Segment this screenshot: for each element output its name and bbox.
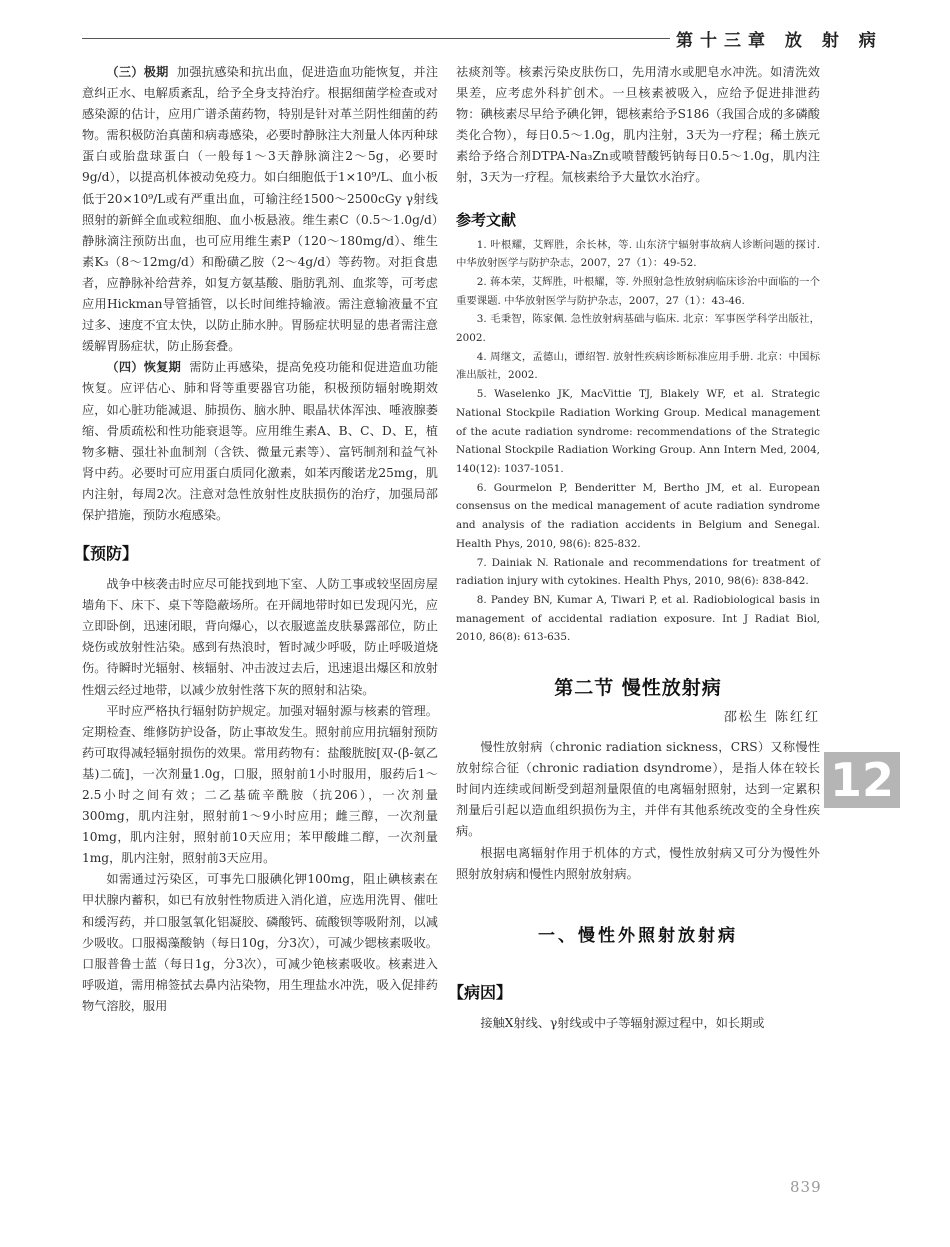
reference-item: 3. 毛秉智，陈家佩. 急性放射病基础与临床. 北京：军事医学科学出版社，2002.	[456, 313, 820, 345]
extreme-phase-paragraph	[82, 62, 438, 357]
subsection-title: 一、慢性外照射放射病	[538, 925, 738, 946]
section-title: 第二节 慢性放射病	[554, 677, 722, 700]
prevention-paragraph: 如需通过污染区，可事先口服碘化钾100mg，阻止碘核素在甲状腺内蓄积，如已有放射性物质进入消化道，应选用洗胃、催吐和缓泻药，并口服氢氧化铝凝胶、磷酸钙、硫酸钡等吸附剂，以减少吸收。口服褐藻酸钠（每日10g，分3次），可减少锶核素吸收。口服普鲁士蓝（每日1g，分3次），可减少铯核素吸收。核素进入呼吸道，需用棉签拭去鼻内沾染物，用生理盐水冲洗，吸入促排药物气溶胶，服用	[82, 872, 438, 1013]
etiology-paragraph: 接触X射线、γ射线或中子等辐射源过程中，如长期或	[480, 1015, 765, 1030]
intro-paragraph: 慢性放射病（chronic radiation sickness，CRS）又称慢性放射综合征（chronic radiation dsyndrome），是指人体在较长时间内连续或间断受到超剂量限值的电离辐射照射，达到一定累积剂量后引起以造血组织损伤为主，并伴有其他系统改变的全身性疾病。	[456, 740, 820, 839]
header-rule	[82, 38, 670, 39]
continuation-paragraph: 祛痰剂等。核素污染皮肤伤口，先用清水或肥皂水冲洗。如清洗效果差，应考虑外科扩创术。一旦核素被吸入，应给予促进排泄药物：碘核素尽早给予碘化钾，锶核素给予S186（我国合成的多磷酸类化合物），每日0.5～1.0g，肌内注射，3天为一疗程；稀土族元素给予络合剂DTPA-Na₃Zn或喷替酸钙钠每日0.5～1.0g，肌内注射，3天为一疗程。氚核素给予大量饮水治疗。	[456, 65, 820, 185]
reference-item: 5. Waselenko JK, MacVittie TJ, Blakely WF, et al. Strategic National Stockpile Radiation Working Group. Medical management of the acute radiation syndrome: recommendations of the Strategic National Stockpile Radiation Working Group. Ann Intern Med, 2004, 140(12): 1037-1051.	[456, 388, 820, 475]
recovery-phase-lead: （四）恢复期	[106, 360, 182, 375]
left-column	[74, 62, 439, 1017]
right-column	[448, 62, 820, 1034]
reference-item: 1. 叶根耀，艾辉胜，余长林，等. 山东济宁辐射事故病人诊断问题的探讨. 中华放射医学与防护杂志，2007，27（1）：49-52.	[456, 238, 820, 270]
authors: 邵松生 陈红红	[723, 710, 820, 726]
extreme-phase-lead: （三）极期	[106, 65, 169, 79]
recovery-phase-text: 需防止再感染，提高免疫功能和促进造血功能恢复。应评估心、肺和肾等重要器官功能，积极预防辐射晚期效应，如心脏功能减退、肺损伤、脑水肿、眼晶状体浑浊、唾液腺萎缩、骨质疏松和性功能衰退等。应用维生素A、B、C、D、E，植物多糖、强壮补血制剂（含铁、微量元素等）、富钙制剂和益气补肾中药。必要时可应用蛋白质同化激素，如苯丙酸诺龙25mg，肌内注射，每周2次。注意对急性放射性皮肤损伤的治疗，加强局部保护措施，预防水疱感染。	[82, 360, 439, 522]
prevention-paragraph: 平时应严格执行辐射防护规定。加强对辐射源与核素的管理。定期检查、维修防护设备，防止事故发生。照射前应用抗辐射预防药可取得减轻辐射损伤的效果。常用药物有：盐酸胱胺[双-(β-氨乙基)二硫]，一次剂量1.0g，口服，照射前1小时服用，服药后1～2.5小时之间有效；二乙基硫辛酰胺（抗206），一次剂量300mg，肌内注射，照射前1～9小时应用；雌三醇，一次剂量10mg，肌内注射，照射前10天应用；苯甲酸雌二醇，一次剂量1mg，肌内注射，照射前3天应用。	[82, 703, 438, 866]
recovery-phase-paragraph	[82, 357, 438, 526]
prevention-heading: 【预防】	[74, 544, 139, 564]
page-number: 839	[790, 1178, 822, 1196]
reference-item: 7. Dainiak N. Rationale and recommendations for treatment of radiation injury with cytokines. Health Phys, 2010, 98(6): 838-842.	[456, 556, 820, 588]
extreme-phase-text: 加强抗感染和抗出血，促进造血功能恢复，并注意纠正水、电解质紊乱，给予全身支持治疗。根据细菌学检查或对感染源的估计，应用广谱杀菌药物，特别是针对革兰阴性细菌的药物。需积极防治真菌和病毒感染，必要时静脉注大剂量人体丙种球蛋白或胎盘球蛋白（一般每1～3天静脉滴注2～5g，必要时9g/d），以提高机体被动免疫力。如白细胞低于1×10⁹/L、血小板低于20×10⁹/L或有严重出血，可输注经1500～2500cGy γ射线照射的新鲜全血或粒细胞、血小板悬液。维生素C（0.5～1.0g/d）静脉滴注预防出血，也可应用维生素P（120～180mg/d）、维生素K₃（8～12mg/d）和酚磺乙胺（2～4g/d）等药物。对拒食患者，应静脉补给营养，如复方氨基酸、脂肪乳剂、血浆等，可考虑应用Hickman导管插管，以长时间维持输液。需注意输液量不宜过多、速度不宜太快，以防止肺水肿。胃肠症状明显的患者需注意缓解胃肠症状，防止肠套叠。	[82, 65, 439, 354]
chapter-tab-number: 12	[829, 753, 894, 807]
prevention-paragraph: 战争中核袭击时应尽可能找到地下室、人防工事或较坚固房屋墙角下、床下、桌下等隐蔽场所。在开阔地带时如已发现闪光，应立即卧倒，迅速闭眼，背向爆心，以衣服遮盖皮肤暴露部位，防止烧伤或放射性沾染。感到有热浪时，暂时减少呼吸，防止呼吸道烧伤。待瞬时光辐射、核辐射、冲击波过去后，迅速退出爆区和放射性烟云经过地带，以减少放射性落下灰的照射和沾染。	[82, 577, 438, 697]
chapter-tab	[824, 752, 900, 808]
etiology-heading: 【病因】	[448, 982, 513, 1002]
chapter-title: 第十三章 放 射 病	[676, 31, 883, 51]
intro-paragraph: 根据电离辐射作用于机体的方式，慢性放射病又可分为慢性外照射放射病和慢性内照射放射病。	[456, 845, 820, 881]
references-title: 参考文献	[456, 210, 517, 229]
reference-item: 8. Pandey BN, Kumar A, Tiwari P, et al. Radiobiological basis in management of accidental radiation exposure. Int J Radiat Biol, 2010, 86(8): 613-635.	[456, 593, 820, 644]
reference-item: 2. 蒋本荣，艾辉胜，叶根耀，等. 外照射急性放射病临床诊治中面临的一个重要课题. 中华放射医学与防护杂志，2007，27（1）：43-46.	[456, 275, 820, 307]
reference-item: 6. Gourmelon P, Benderitter M, Bertho JM, et al. European consensus on the medical management of acute radiation syndrome and analysis of the radiation accidents in Belgium and Senegal. Health Phys, 2010, 98(6): 825-832.	[456, 481, 820, 550]
reference-item: 4. 周继文，孟德山，谭绍智. 放射性疾病诊断标准应用手册. 北京：中国标准出版社，2002.	[456, 350, 820, 382]
